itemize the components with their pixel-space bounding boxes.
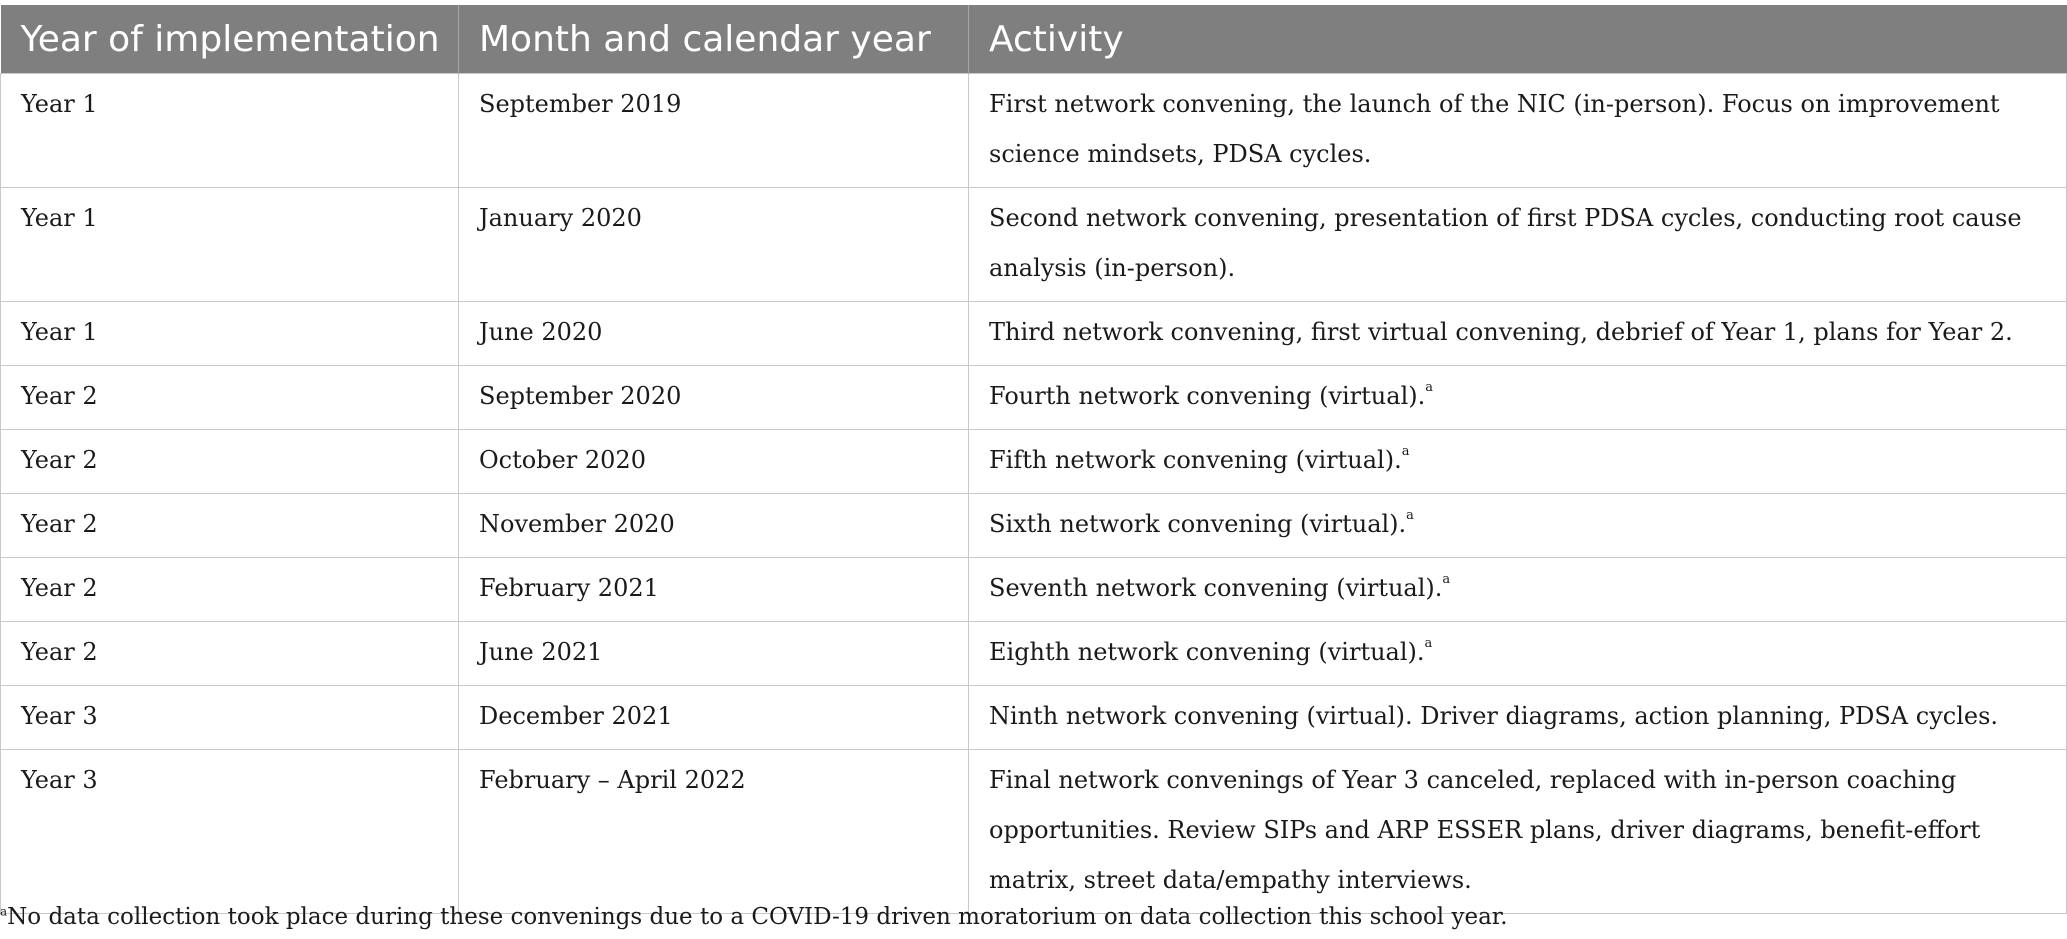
cell-activity xyxy=(969,750,2067,914)
cell-year-of-implementation: Year 2 xyxy=(1,494,459,558)
activity-text: Second network convening, presentation of first PDSA cycles, conducting root cause analysis (in-person). xyxy=(989,204,2022,282)
header-year-of-implementation: Year of implementation xyxy=(1,5,459,74)
cell-month-and-calendar-year: January 2020 xyxy=(459,188,969,302)
cell-month-and-calendar-year: February – April 2022 xyxy=(459,750,969,914)
cell-activity xyxy=(969,366,2067,430)
cell-month-and-calendar-year: October 2020 xyxy=(459,430,969,494)
cell-year-of-implementation: Year 2 xyxy=(1,622,459,686)
cell-year-of-implementation: Year 1 xyxy=(1,188,459,302)
cell-year-of-implementation: Year 2 xyxy=(1,430,459,494)
cell-month-and-calendar-year: November 2020 xyxy=(459,494,969,558)
cell-month-and-calendar-year: June 2020 xyxy=(459,302,969,366)
footnote-ref-marker: a xyxy=(1424,636,1433,651)
footnote-ref-marker: a xyxy=(1425,380,1433,395)
cell-year-of-implementation: Year 1 xyxy=(1,302,459,366)
cell-year-of-implementation: Year 3 xyxy=(1,686,459,750)
table-row xyxy=(1,74,2067,188)
header-activity: Activity xyxy=(969,5,2067,74)
activity-text: Fifth network convening (virtual). xyxy=(989,446,1402,474)
footnote-text: No data collection took place during these convenings due to a COVID-19 driven moratorium on data collection this school year. xyxy=(7,904,1508,930)
table-footnote xyxy=(0,900,2060,934)
header-row xyxy=(1,5,2067,74)
footnote-ref-marker: a xyxy=(1401,444,1410,459)
table-row xyxy=(1,366,2067,430)
header-month-and-calendar-year: Month and calendar year xyxy=(459,5,969,74)
cell-year-of-implementation: Year 1 xyxy=(1,74,459,188)
cell-activity xyxy=(969,622,2067,686)
cell-activity xyxy=(969,302,2067,366)
activity-text: Seventh network convening (virtual). xyxy=(989,574,1443,602)
activity-text: Ninth network convening (virtual). Driver diagrams, action planning, PDSA cycles. xyxy=(989,702,1999,730)
cell-activity xyxy=(969,430,2067,494)
cell-year-of-implementation: Year 3 xyxy=(1,750,459,914)
table-row xyxy=(1,622,2067,686)
table-row xyxy=(1,558,2067,622)
activity-text: First network convening, the launch of the NIC (in-person). Focus on improvement science mindsets, PDSA cycles. xyxy=(989,90,2000,168)
activity-text: Fourth network convening (virtual). xyxy=(989,382,1426,410)
table-body xyxy=(1,74,2067,914)
activity-text: Final network convenings of Year 3 canceled, replaced with in-person coaching opportunities. Review SIPs and ARP ESSER plans, driver diagrams, benefit-effort matrix, street data/empathy interviews. xyxy=(989,766,1981,894)
table-row xyxy=(1,494,2067,558)
table-row xyxy=(1,750,2067,914)
cell-activity xyxy=(969,686,2067,750)
cell-activity xyxy=(969,188,2067,302)
cell-month-and-calendar-year: December 2021 xyxy=(459,686,969,750)
cell-month-and-calendar-year: September 2020 xyxy=(459,366,969,430)
cell-activity xyxy=(969,494,2067,558)
cell-month-and-calendar-year: June 2021 xyxy=(459,622,969,686)
table-row xyxy=(1,430,2067,494)
footnote-ref-marker: a xyxy=(1442,572,1451,587)
cell-month-and-calendar-year: February 2021 xyxy=(459,558,969,622)
activity-text: Eighth network convening (virtual). xyxy=(989,638,1425,666)
cell-year-of-implementation: Year 2 xyxy=(1,558,459,622)
table-row xyxy=(1,686,2067,750)
footnote-ref-marker: a xyxy=(1406,508,1414,523)
activity-text: Third network convening, first virtual convening, debrief of Year 1, plans for Year 2. xyxy=(989,318,2013,346)
cell-activity xyxy=(969,74,2067,188)
activity-text: Sixth network convening (virtual). xyxy=(989,510,1407,538)
table-container xyxy=(0,5,2066,914)
cell-year-of-implementation: Year 2 xyxy=(1,366,459,430)
table-header xyxy=(1,5,2067,74)
footnote-marker: a xyxy=(0,904,8,919)
cell-month-and-calendar-year: September 2019 xyxy=(459,74,969,188)
cell-activity xyxy=(969,558,2067,622)
table-row xyxy=(1,302,2067,366)
convenings-table xyxy=(0,5,2067,914)
table-row xyxy=(1,188,2067,302)
